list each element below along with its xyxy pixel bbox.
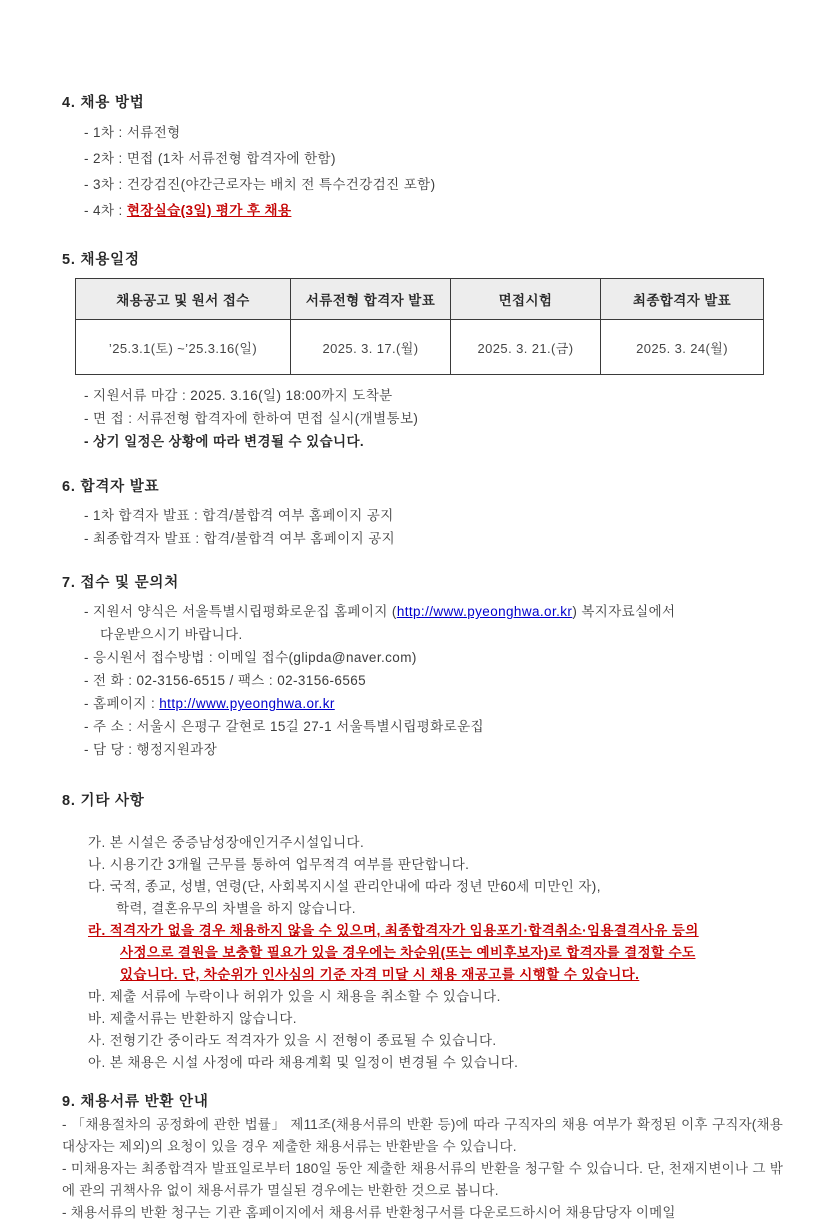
method-step-1: - 1차 : 서류전형: [84, 125, 181, 140]
method-step-4-prefix: - 4차 :: [84, 203, 127, 218]
method-step-2: - 2차 : 면접 (1차 서류전형 합격자에 한함): [84, 151, 336, 166]
method-step-4: [84, 198, 783, 224]
return-paragraph-1: - 「채용절차의 공정화에 관한 법률」 제11조(채용서류의 반환 등)에 따라 구직자의 채용 여부가 확정된 이후 구직자(채용대상자는 제외)의 요청이 있을 경우 제출한 채용서류는 반환받을 수 있습니다.: [62, 1117, 783, 1154]
other-item-sa: 사. 전형기간 중이라도 적격자가 있을 시 전형이 종료될 수 있습니다.: [88, 1033, 497, 1048]
contact-phone-fax: - 전 화 : 02-3156-6515 / 팩스 : 02-3156-6565: [84, 673, 367, 688]
other-item-ra-line1: 라. 적격자가 없을 경우 채용하지 않을 수 있으며, 최종합격자가 임용포기·합격취소·임용결격사유 등의: [88, 923, 699, 938]
section-document-return: [62, 1092, 783, 1224]
contact-form-download-pre: - 지원서 양식은 서울특별시립평화로운집 홈페이지 (: [84, 604, 397, 619]
other-item-ra-line2: 사정으로 결원을 보충할 필요가 있을 경우에는 차순위(또는 예비후보자)로 합격자를 결정할 수도: [120, 945, 696, 960]
announce-final: - 최종합격자 발표 : 합격/불합격 여부 홈페이지 공지: [84, 531, 396, 546]
return-paragraph-2: - 미채용자는 최종합격자 발표일로부터 180일 동안 제출한 채용서류의 반환을 청구할 수 있습니다. 단, 천재지변이나 그 밖에 관의 귀책사유 없이 채용서류가 멸실된 경우에는 반환한 것으로 봅니다.: [62, 1161, 783, 1198]
other-item-ra-line3: 있습니다. 단, 차순위가 인사심의 기준 자격 미달 시 채용 재공고를 시행할 수 있습니다.: [120, 967, 640, 982]
section-schedule: [62, 250, 783, 453]
schedule-header-interview: 면접시험: [451, 279, 601, 320]
spacer: [62, 453, 783, 477]
section-contact: [62, 573, 783, 761]
schedule-cell-doc-pass-date: 2025. 3. 17.(월): [291, 320, 451, 375]
other-item-na: 나. 시용기간 3개월 근무를 통하여 업무적격 여부를 판단합니다.: [88, 857, 470, 872]
contact-homepage-label: - 홈페이지 :: [84, 696, 160, 711]
section7-title: 7. 접수 및 문의처: [62, 575, 180, 591]
spacer: [62, 818, 783, 832]
contact-form-download-line2: 다운받으시기 바랍니다.: [100, 627, 243, 642]
other-item-ma: 마. 제출 서류에 누락이나 허위가 있을 시 채용을 취소할 수 있습니다.: [88, 989, 501, 1004]
other-item-ba: 바. 제출서류는 반환하지 않습니다.: [88, 1011, 297, 1026]
section-other-matters: [62, 791, 783, 1074]
schedule-cell-apply-period: ’25.3.1(토) ~’25.3.16(일): [76, 320, 291, 375]
other-item-da-line2: 학력, 결혼유무의 차별을 하지 않습니다.: [116, 901, 356, 916]
other-item-da-line1: 다. 국적, 종교, 성별, 연령(단, 사회복지시설 관리안내에 따라 정년 만60세 미만인 자),: [88, 879, 601, 894]
section-recruitment-method: [62, 93, 783, 224]
schedule-note-deadline: - 지원서류 마감 : 2025. 3.16(일) 18:00까지 도착분: [84, 388, 393, 403]
schedule-note-change: - 상기 일정은 상황에 따라 변경될 수 있습니다.: [84, 434, 365, 449]
schedule-header-final: 최종합격자 발표: [601, 279, 764, 320]
schedule-data-row: [76, 320, 764, 375]
section4-title: 4. 채용 방법: [62, 95, 145, 111]
contact-apply-method: - 응시원서 접수방법 : 이메일 접수(glipda@naver.com): [84, 650, 417, 665]
method-step-4-highlight: 현장실습(3일) 평가 후 채용: [126, 203, 292, 218]
contact-address: - 주 소 : 서울시 은평구 갈현로 15길 27-1 서울특별시립평화로운집: [84, 719, 484, 734]
spacer: [62, 1074, 783, 1092]
return-paragraph-3: - 채용서류의 반환 청구는 기관 홈페이지에서 채용서류 반환청구서를 다운로드하시어 채용담당자 이메일: [62, 1205, 676, 1220]
section8-title: 8. 기타 사항: [62, 793, 145, 809]
method-step-3: - 3차 : 건강검진(야간근로자는 배치 전 특수건강검진 포함): [84, 177, 436, 192]
schedule-header-apply: 채용공고 및 원서 접수: [76, 279, 291, 320]
other-item-ah: 아. 본 채용은 시설 사정에 따라 채용계획 및 일정이 변경될 수 있습니다.: [88, 1055, 519, 1070]
spacer: [62, 224, 783, 250]
other-item-ga: 가. 본 시설은 중증남성장애인거주시설입니다.: [88, 835, 365, 850]
contact-form-download-post: ) 복지자료실에서: [572, 604, 676, 619]
schedule-cell-interview-date: 2025. 3. 21.(금): [451, 320, 601, 375]
announce-first-round: - 1차 합격자 발표 : 합격/불합격 여부 홈페이지 공지: [84, 508, 394, 523]
contact-form-download: [84, 600, 783, 623]
homepage-link[interactable]: http://www.pyeonghwa.or.kr: [396, 604, 573, 619]
schedule-cell-final-date: 2025. 3. 24(월): [601, 320, 764, 375]
schedule-note-interview: - 면 접 : 서류전형 합격자에 한하여 면접 실시(개별통보): [84, 411, 419, 426]
section9-title: 9. 채용서류 반환 안내: [62, 1094, 209, 1110]
homepage-link-2[interactable]: http://www.pyeonghwa.or.kr: [159, 696, 335, 711]
schedule-header-doc-pass: 서류전형 합격자 발표: [291, 279, 451, 320]
section5-title: 5. 채용일정: [62, 252, 140, 268]
contact-homepage: [84, 692, 783, 715]
section6-title: 6. 합격자 발표: [62, 479, 160, 495]
contact-person: - 담 당 : 행정지원과장: [84, 742, 218, 757]
spacer: [62, 550, 783, 573]
schedule-table: [75, 278, 764, 375]
schedule-header-row: [76, 279, 764, 320]
section-pass-announcement: [62, 477, 783, 550]
spacer: [62, 761, 783, 791]
